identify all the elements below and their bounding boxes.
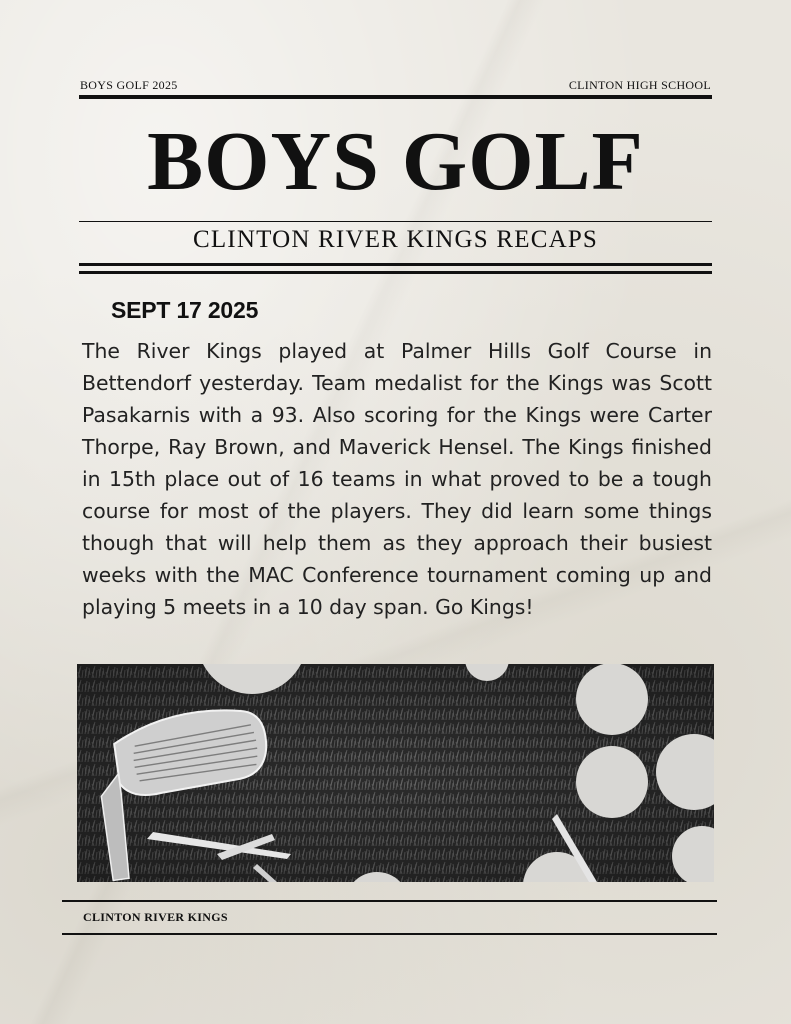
article-body: The River Kings played at Palmer Hills Golf Course in Bettendorf yesterday. Team medalist for the Kings was Scott Pasakarnis with a 93. Also scoring for the Kings were Carter Thorpe, Ray Brown, and Maverick Hensel. The Kings finished in 15th place out of 16 teams in what proved to be a tough course for most of the players. They did learn some things though that will help them as they approach their busiest weeks with the MAC Conference tournament coming up and playing 5 meets in a 10 day span. Go Kings! (82, 339, 712, 619)
footer-bottom-rule (62, 933, 717, 935)
subtitle-bottom-rule-1 (79, 263, 712, 266)
page-subtitle: CLINTON RIVER KINGS RECAPS (192, 226, 599, 253)
golf-photo (77, 664, 714, 882)
footer-label: CLINTON RIVER KINGS (83, 910, 228, 924)
header-right-kicker: CLINTON HIGH SCHOOL (568, 78, 711, 92)
header-left-kicker: BOYS GOLF 2025 (80, 78, 178, 92)
subtitle-top-rule (79, 221, 712, 222)
footer-top-rule (62, 900, 717, 902)
article-date: SEPT 17 2025 (111, 297, 259, 323)
page-title: BOYS GOLF (147, 115, 644, 208)
subtitle-bottom-rule-2 (79, 271, 712, 274)
golf-photo-icon (77, 664, 714, 882)
top-rule (79, 95, 712, 99)
